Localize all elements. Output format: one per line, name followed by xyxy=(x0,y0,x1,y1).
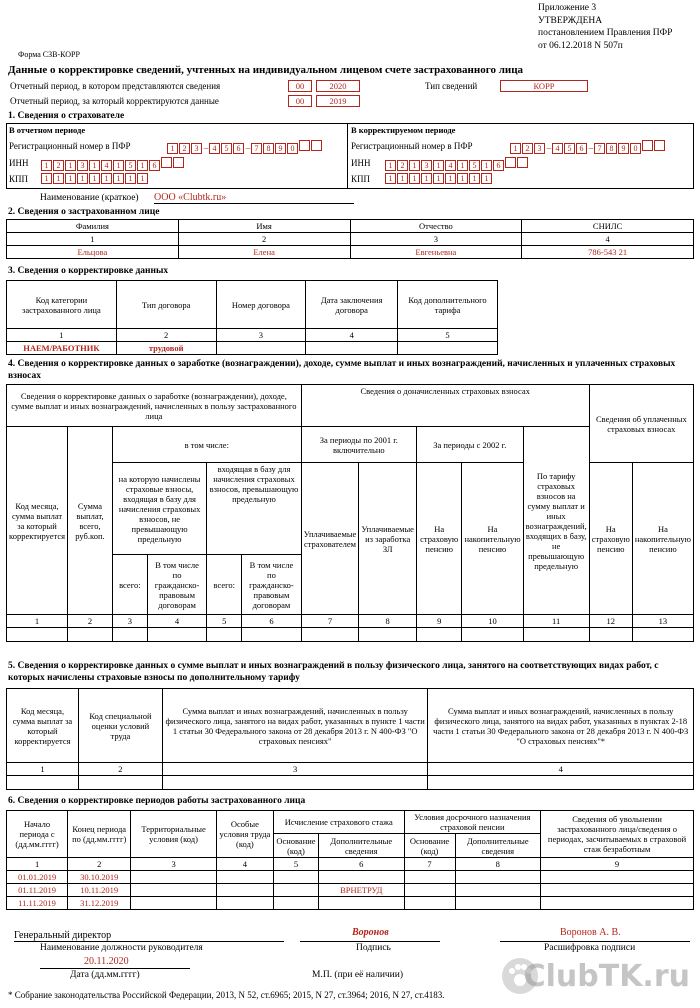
header-cell: По тарифу страховых взносов на сумму выплат и иных вознаграждений, входящих в базу, не превышающую предельную xyxy=(523,427,589,615)
insured-table xyxy=(6,219,694,259)
header-cell: Конец периода по (дд.мм.гггг) xyxy=(68,811,131,858)
header-cell: На накопительную пенсию xyxy=(632,463,693,615)
approval-line: УТВЕРЖДЕНА xyxy=(538,15,603,26)
kpp-number: 1 1 1 1 1 1 1 1 1 xyxy=(41,173,149,184)
tariff-code-value xyxy=(398,342,498,355)
num-cell: 11 xyxy=(523,615,589,628)
header-cell: Сумма выплат и иных вознаграждений, начисленных в пользу физического лица, занятого на видах работ, указанных в пунктах 2-18 части 1 статьи 30 Федерального закона от 28 декабря 2013 г. N 400-ФЗ "О страховых пенсиях"* xyxy=(428,689,694,763)
num-cell: 5 xyxy=(398,329,498,342)
footnote: * Собрание законодательства Российской Федерации, 2013, N 52, ст.6965; 2015, N 27, ст.3964; 2016, N 27, ст.4183. xyxy=(8,990,445,1000)
header-cell: На накопительную пенсию xyxy=(462,463,523,615)
right-head: В корректируемом периоде xyxy=(351,125,456,135)
period-end: 10.11.2019 xyxy=(68,884,131,897)
corrected-period-year: 2019 xyxy=(316,95,360,107)
header-cell: Имя xyxy=(178,220,350,233)
kpp-number-corrected: 1 1 1 1 1 1 1 1 1 xyxy=(385,173,493,184)
inn-number-corrected: 1 2 1 3 1 4 1 5 1 6 xyxy=(385,157,529,171)
num-cell: 12 xyxy=(589,615,632,628)
num-cell: 6 xyxy=(319,858,405,871)
header-cell: Отчество xyxy=(350,220,522,233)
header-cell: Основание (код) xyxy=(404,834,455,858)
approval-line: Приложение 3 xyxy=(538,3,597,13)
num-cell: 6 xyxy=(242,615,301,628)
header-cell: Уплачиваемые страхователем xyxy=(301,463,359,615)
corrected-period-code: 00 xyxy=(288,95,312,107)
signature-value: Воронов xyxy=(352,927,389,938)
period-start: 11.11.2019 xyxy=(7,897,68,910)
table-row xyxy=(7,871,694,884)
table-row xyxy=(7,884,694,897)
approval-block xyxy=(538,2,688,52)
num-cell: 8 xyxy=(455,858,541,871)
header-cell: Дополнительные сведения xyxy=(455,834,541,858)
num-cell: 4 xyxy=(428,763,694,776)
section-5-title: 5. Сведения о корректировке данных о сумме выплат и иных вознаграждений в пользу физического лица, занятого на соответствующих видах работ, с которых начислены страховые взносы по дополнительному тарифу xyxy=(8,661,659,683)
header-cell: Исчисление страхового стажа xyxy=(273,811,404,834)
num-cell: 9 xyxy=(541,858,694,871)
watermark: ClubTK.ru xyxy=(523,959,690,994)
contract-number-value xyxy=(216,342,306,355)
header-cell: входящая в базу для начисления страховых взносов, превышающую предельную xyxy=(207,463,301,555)
correction-table xyxy=(6,280,498,355)
header-cell: Дополнительные сведения xyxy=(319,834,405,858)
special-work-table xyxy=(6,688,694,790)
corrected-period-label: Отчетный период, за который корректируются данные xyxy=(10,96,219,106)
header-cell: Сведения об увольнении застрахованного лица/сведения о периодах, засчитываемых в страховой стаж безработным xyxy=(541,811,694,858)
header-cell: Начало периода с (дд.мм.гггг) xyxy=(7,811,68,858)
current-period-code: 00 xyxy=(288,80,312,92)
header-cell: Код дополнительного тарифа xyxy=(398,281,498,329)
reg-label-corrected: Регистрационный номер в ПФР xyxy=(351,141,473,151)
kpp-label: КПП xyxy=(9,174,29,184)
num-cell: 2 xyxy=(68,858,131,871)
num-cell: 2 xyxy=(78,763,162,776)
contract-type-value: трудовой xyxy=(116,342,216,355)
num-cell: 2 xyxy=(68,615,113,628)
num-cell: 3 xyxy=(350,233,522,246)
stamp-label: М.П. (при её наличии) xyxy=(312,970,404,980)
section-6-title: 6. Сведения о корректировке периодов работы застрахованного лица xyxy=(8,796,306,806)
num-cell: 5 xyxy=(273,858,318,871)
inn-label-corrected: ИНН xyxy=(351,158,371,168)
header-cell: Код месяца, сумма выплат за который корректируется xyxy=(7,689,79,763)
num-cell: 7 xyxy=(301,615,359,628)
name-value: ООО «Clubtk.ru» xyxy=(154,192,354,204)
date-label: Дата (дд.мм.гггг) xyxy=(70,970,140,980)
num-cell: 2 xyxy=(178,233,350,246)
period-additional: ВРНЕТРУД xyxy=(319,884,405,897)
section-3-title: 3. Сведения о корректировке данных xyxy=(8,266,169,276)
section-1-divider xyxy=(347,124,348,188)
snils-value: 786-543 21 xyxy=(522,246,694,259)
header-cell: Тип договора xyxy=(116,281,216,329)
kpp-label-corrected: КПП xyxy=(351,174,371,184)
header-cell: Номер договора xyxy=(216,281,306,329)
section-1-box xyxy=(6,123,694,189)
header-cell: на которую начислены страховые взносы, входящая в базу для начисления страховых взносов, не превышающую предельную xyxy=(112,463,206,555)
num-cell: 3 xyxy=(216,329,306,342)
period-additional xyxy=(319,871,405,884)
header-cell: Основание (код) xyxy=(273,834,318,858)
header-cell: За периоды по 2001 г. включительно xyxy=(301,427,416,463)
header-cell: Уплачиваемые из заработка ЗЛ xyxy=(359,463,417,615)
current-period-label: Отчетный период, в котором представляются сведения xyxy=(10,81,221,91)
header-cell: Сведения об уплаченных страховых взносах xyxy=(589,385,693,463)
header-cell: Код специальной оценки условий труда xyxy=(78,689,162,763)
current-period-year: 2020 xyxy=(316,80,360,92)
section-1-title: 1. Сведения о страхователе xyxy=(8,111,125,121)
page-title: Данные о корректировке сведений, учтенных на индивидуальном лицевом счете застрахованного лица xyxy=(8,64,524,76)
num-cell: 1 xyxy=(7,858,68,871)
num-cell: 13 xyxy=(632,615,693,628)
header-cell: На страховую пенсию xyxy=(416,463,461,615)
num-cell: 10 xyxy=(462,615,523,628)
period-start: 01.11.2019 xyxy=(7,884,68,897)
period-additional xyxy=(319,897,405,910)
reg-number-corrected: 1 2 3 – 4 5 6 – 7 8 9 0 xyxy=(510,140,666,154)
reg-label: Регистрационный номер в ПФР xyxy=(9,141,131,151)
header-cell: На страховую пенсию xyxy=(589,463,632,615)
form-name: Форма СЗВ-КОРР xyxy=(18,50,80,59)
approval-line: постановлением Правления ПФР xyxy=(538,28,673,38)
period-end: 31.12.2019 xyxy=(68,897,131,910)
info-type-value: КОРР xyxy=(500,80,588,92)
header-cell: В том числе по гражданско-правовым договорам xyxy=(147,555,206,615)
inn-label: ИНН xyxy=(9,158,29,168)
name-label: Наименование (краткое) xyxy=(40,193,139,203)
section-2-title: 2. Сведения о застрахованном лице xyxy=(8,207,160,217)
inn-number: 1 2 1 3 1 4 1 5 1 6 xyxy=(41,157,185,171)
position-value: Генеральный директор xyxy=(14,930,112,941)
section-4-title: 4. Сведения о корректировке данных о заработке (вознаграждении), доходе, сумме выплат и иных вознаграждений, начисленных и уплаченных страховых взносах xyxy=(8,359,676,381)
header-cell: Код категории застрахованного лица xyxy=(7,281,117,329)
sign-label: Подпись xyxy=(356,943,391,953)
num-cell: 3 xyxy=(112,615,147,628)
header-cell: всего: xyxy=(112,555,147,615)
header-cell: Код месяца, сумма выплат за который корректируется xyxy=(7,427,68,615)
header-cell: в том числе: xyxy=(112,427,301,463)
date-value: 20.11.2020 xyxy=(84,956,129,967)
header-cell: Сведения о доначисленных страховых взносах xyxy=(301,385,589,427)
num-cell: 8 xyxy=(359,615,417,628)
patronymic-value: Евгеньевна xyxy=(350,246,522,259)
num-cell: 4 xyxy=(522,233,694,246)
header-cell: Условия досрочного назначения страховой пенсии xyxy=(404,811,541,834)
earnings-table xyxy=(6,384,694,642)
header-cell: СНИЛС xyxy=(522,220,694,233)
left-head: В отчетном периоде xyxy=(9,125,86,135)
periods-table xyxy=(6,810,694,910)
num-cell: 5 xyxy=(207,615,242,628)
num-cell: 1 xyxy=(7,233,179,246)
contract-date-value xyxy=(306,342,398,355)
position-label: Наименование должности руководителя xyxy=(40,943,203,953)
header-cell: Сведения о корректировке данных о заработке (вознаграждении), доходе, сумме выплат и иных вознаграждений, начисленных в пользу застрахованного лица xyxy=(7,385,302,427)
header-cell: всего: xyxy=(207,555,242,615)
name-value: Елена xyxy=(178,246,350,259)
header-cell: Сумма выплат, всего, руб.коп. xyxy=(68,427,113,615)
header-cell: Сумма выплат и иных вознаграждений, начисленных в пользу физического лица, занятого на видах работ, указанных в пункте 1 части 1 статьи 30 Федерального закона от 28 декабря 2013 г. N 400-ФЗ "О страховых пенсиях" xyxy=(162,689,428,763)
surname-value: Ельцова xyxy=(7,246,179,259)
header-cell: В том числе по гражданско-правовым договорам xyxy=(242,555,301,615)
decode-value: Воронов А. В. xyxy=(560,927,621,938)
num-cell: 4 xyxy=(147,615,206,628)
info-type-label: Тип сведений xyxy=(425,81,478,91)
period-start: 01.01.2019 xyxy=(7,871,68,884)
approval-line: от 06.12.2018 N 507п xyxy=(538,40,623,51)
num-cell: 3 xyxy=(162,763,428,776)
num-cell: 3 xyxy=(131,858,217,871)
num-cell: 1 xyxy=(7,615,68,628)
period-end: 30.10.2019 xyxy=(68,871,131,884)
num-cell: 9 xyxy=(416,615,461,628)
num-cell: 4 xyxy=(216,858,273,871)
num-cell: 1 xyxy=(7,763,79,776)
num-cell: 1 xyxy=(7,329,117,342)
header-cell: Фамилия xyxy=(7,220,179,233)
table-row xyxy=(7,897,694,910)
num-cell: 7 xyxy=(404,858,455,871)
header-cell: За периоды с 2002 г. xyxy=(416,427,523,463)
reg-number: 1 2 3 – 4 5 6 – 7 8 9 0 xyxy=(167,140,323,154)
num-cell: 4 xyxy=(306,329,398,342)
header-cell: Территориальные условия (код) xyxy=(131,811,217,858)
category-value: НАЕМ/РАБОТНИК xyxy=(7,342,117,355)
decode-label: Расшифровка подписи xyxy=(544,943,636,953)
header-cell: Дата заключения договора xyxy=(306,281,398,329)
num-cell: 2 xyxy=(116,329,216,342)
header-cell: Особые условия труда (код) xyxy=(216,811,273,858)
